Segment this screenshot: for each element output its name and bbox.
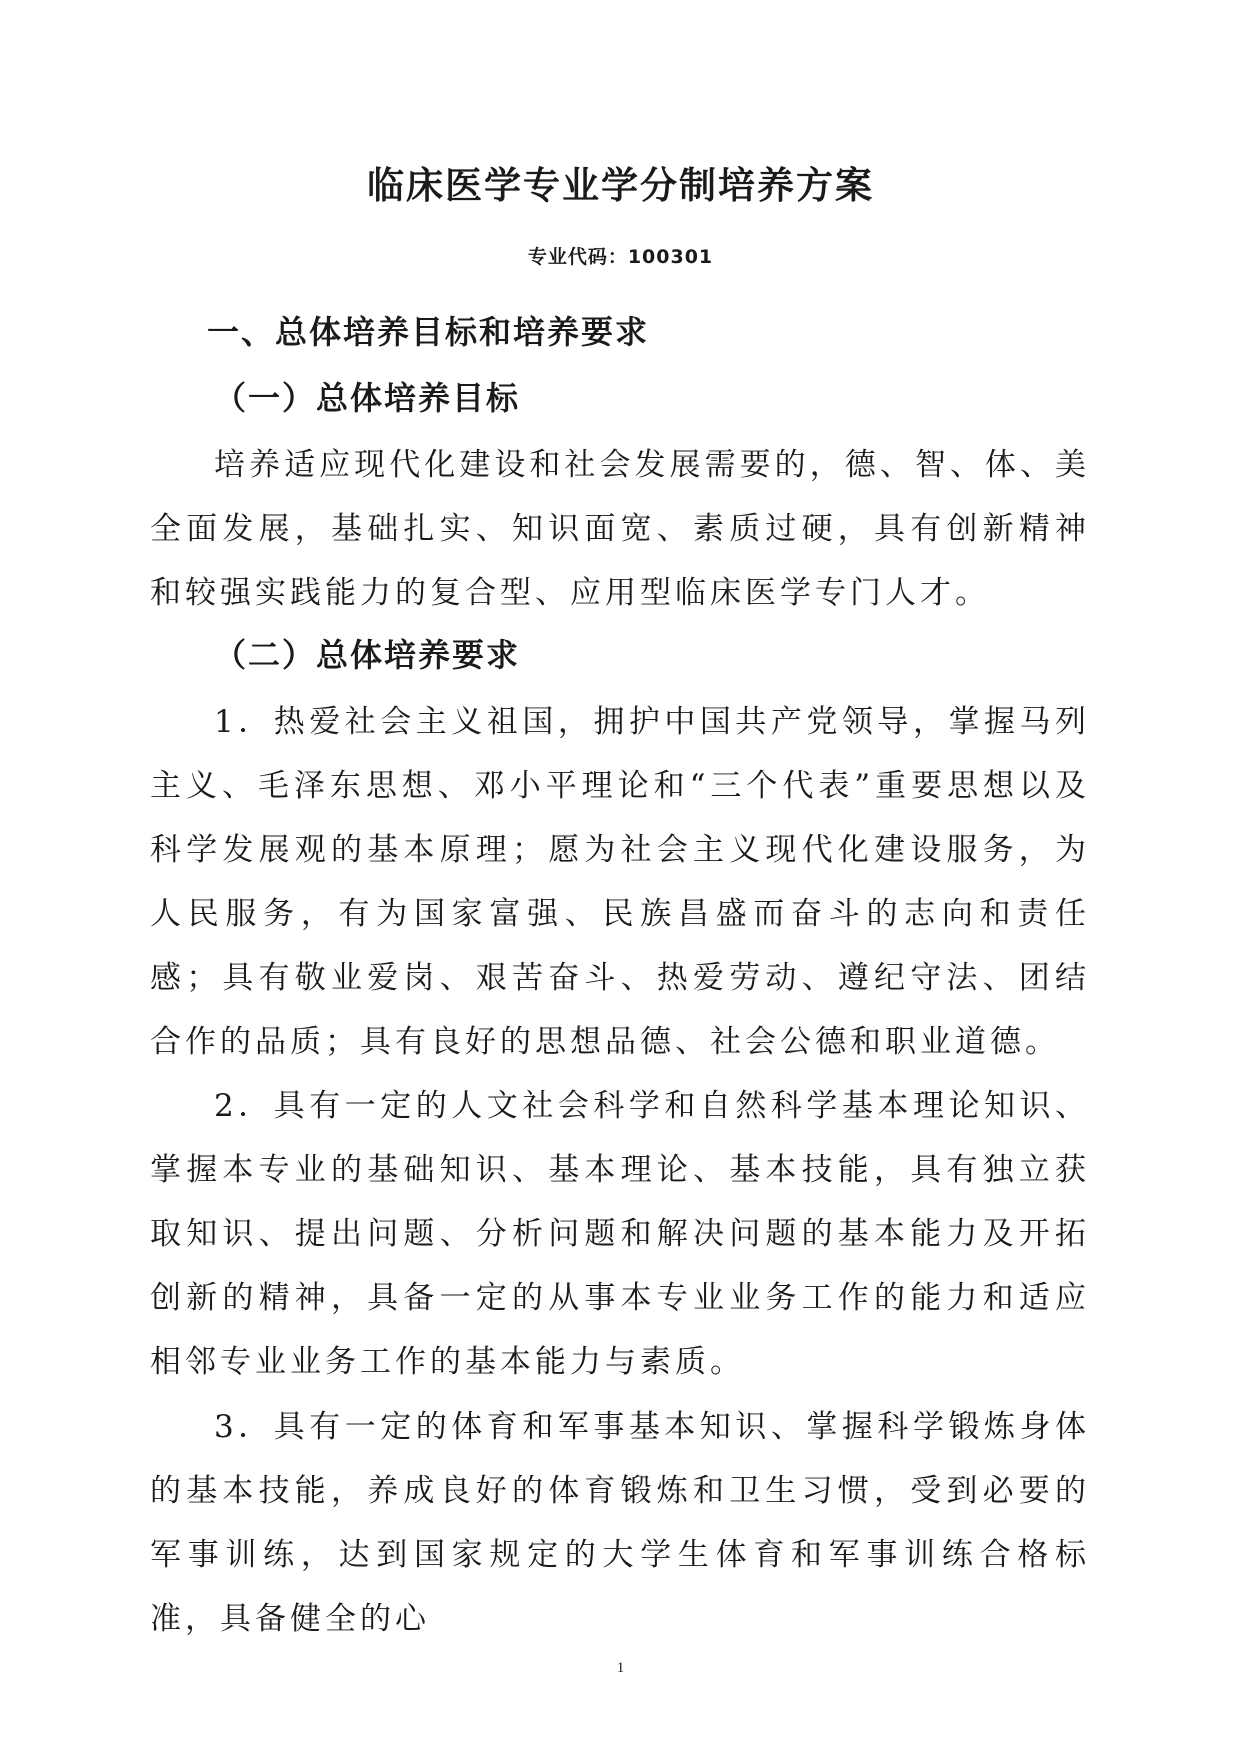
requirement-paragraph-1: 1．热爱社会主义祖国，拥护中国共产党领导，掌握马列主义、毛泽东思想、邓小平理论和“三个代表”重要思想以及科学发展观的基本原理；愿为社会主义现代化建设服务，为人民服务，有为国家富强、民族昌盛而奋斗的志向和责任感；具有敬业爱岗、艰苦奋斗、热爱劳动、遵纪守法、团结合作的品质；具有良好的思想品德、社会公德和职业道德。 (150, 704, 1090, 1060)
requirement-paragraph-2: 2．具有一定的人文社会科学和自然科学基本理论知识、掌握本专业的基础知识、基本理论、基本技能，具有独立获取知识、提出问题、分析问题和解决问题的基本能力及开拓创新的精神，具备一定的从事本专业业务工作的能力和适应相邻专业业务工作的基本能力与素质。 (150, 1088, 1090, 1380)
requirement-paragraph-3: 3．具有一定的体育和军事基本知识、掌握科学锻炼身体的基本技能，养成良好的体育锻炼和卫生习惯，受到必要的军事训练，达到国家规定的大学生体育和军事训练合格标准，具备健全的心 (150, 1409, 1090, 1637)
page-number: 1 (616, 1660, 625, 1676)
paragraph-goal: 培养适应现代化建设和社会发展需要的，德、智、体、美全面发展，基础扎实、知识面宽、素质过硬，具有创新精神和较强实践能力的复合型、应用型临床医学专门人才。 (150, 447, 1090, 611)
section-heading: 一、总体培养目标和培养要求 (207, 313, 650, 351)
subsection-heading-requirements: （二）总体培养要求 (214, 636, 521, 674)
document-title: 临床医学专业学分制培养方案 (367, 164, 874, 207)
major-code: 专业代码：100301 (527, 246, 714, 268)
subsection-heading-goal: （一）总体培养目标 (214, 379, 521, 417)
